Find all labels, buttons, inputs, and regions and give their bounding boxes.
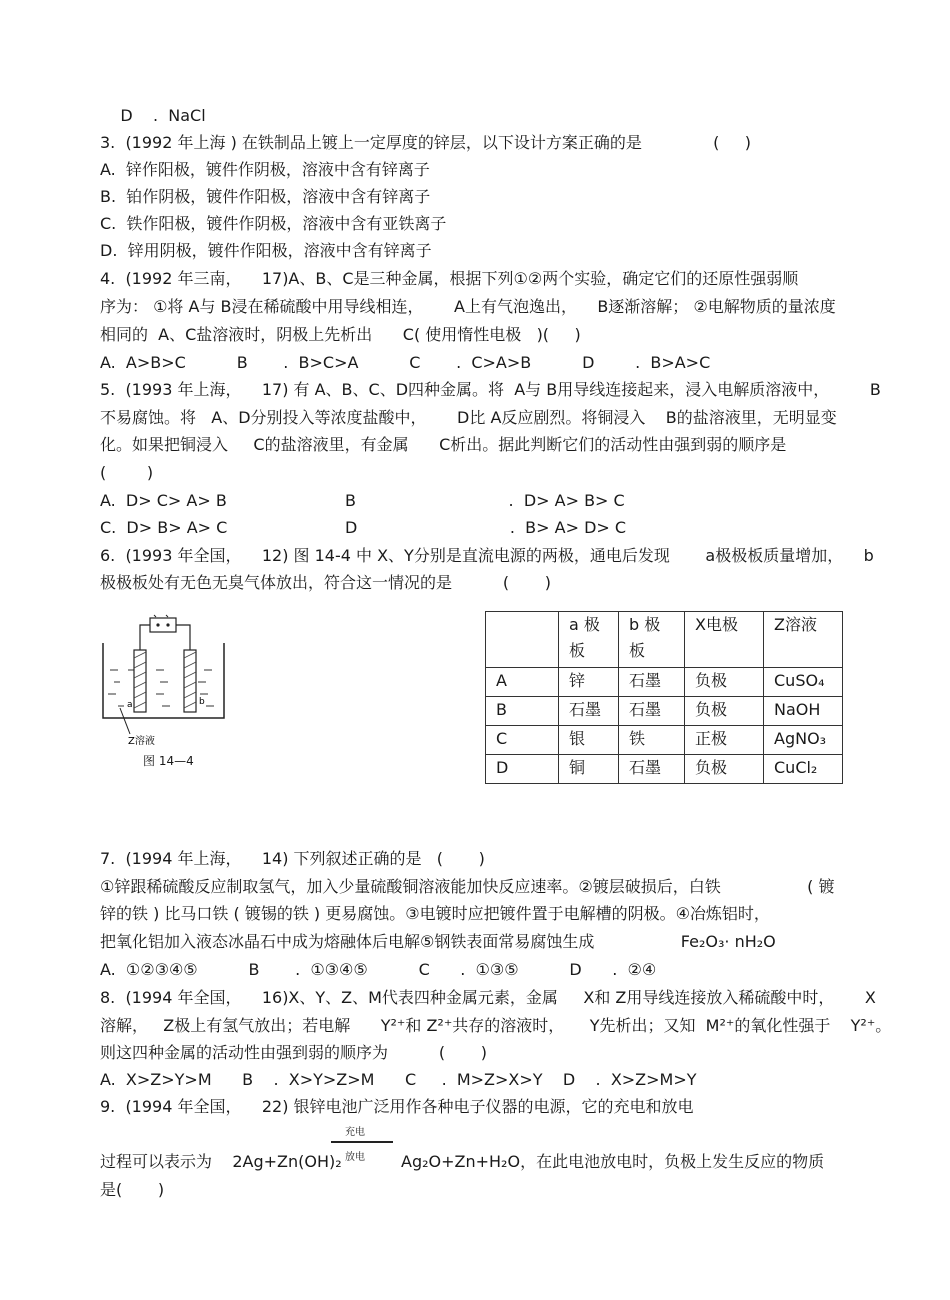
q3-option-a: A. 锌作阳极，镀件作阴极，溶液中含有锌离子 — [100, 160, 430, 179]
table-header-cell: b 极 板 — [619, 612, 685, 668]
electrolysis-figure — [100, 608, 230, 768]
table-cell: 铜 — [559, 755, 619, 784]
table-cell: 石墨 — [619, 755, 685, 784]
table-cell: 石墨 — [559, 697, 619, 726]
table-cell: CuCl₂ — [764, 755, 843, 784]
q5-option-d: D . B> A> D> C — [345, 518, 627, 537]
q9-blank: 是( ) — [100, 1180, 165, 1199]
table-cell: 银 — [559, 726, 619, 755]
discharge-label: 放电 — [345, 1152, 365, 1163]
table-cell: A — [486, 668, 559, 697]
table-cell: 铁 — [619, 726, 685, 755]
table-row — [486, 697, 843, 726]
q6-stem-2: 极极板处有无色无臭气体放出，符合这一情况的是 ( ) — [100, 573, 551, 592]
q5-option-c: C. D> B> A> C — [100, 518, 228, 537]
q8-stem-2: 溶解， Z极上有氢气放出；若电解 Y²⁺和 Z²⁺共存的溶液时， Y先析出；又知 M²⁺的氧化性强于 Y²⁺。 — [100, 1016, 892, 1035]
q8-stem-3: 则这四种金属的活动性由强到弱的顺序为 ( ) — [100, 1043, 487, 1062]
electrode-b-label: b — [199, 697, 205, 707]
q4-stem-1: 4. (1992 年三南， 17)A、B、C是三种金属，根据下列①②两个实验，确定它们的还原性强弱顺 — [100, 269, 799, 288]
table-cell: 负极 — [685, 668, 764, 697]
table-header-cell: a 极 板 — [559, 612, 619, 668]
q8-options: A. X>Z>Y>M B . X>Y>Z>M C . M>Z>X>Y D . X>Z>M>Y — [100, 1070, 697, 1089]
q5-stem-3: 化。如果把铜浸入 C的盐溶液里，有金属 C析出。据此判断它们的活动性由强到弱的顺序是 — [100, 435, 787, 454]
options-table — [485, 611, 843, 784]
table-row — [486, 668, 843, 697]
q4-stem-3: 相同的 A、C盐溶液时，阴极上先析出 C( 使用惰性电极 )( ) — [100, 325, 581, 344]
table-cell: D — [486, 755, 559, 784]
q4-stem-2: 序为： ①将 A与 B浸在稀硫酸中用导线相连， A上有气泡逸出， B逐渐溶解； ②电解物质的量浓度 — [100, 297, 836, 316]
table-header-cell: Z溶液 — [764, 612, 843, 668]
q3-option-c: C. 铁作阳极，镀件作阴极，溶液中含有亚铁离子 — [100, 214, 447, 233]
table-cell: 石墨 — [619, 668, 685, 697]
power-supply-box — [150, 618, 176, 632]
q3-option-b: B. 铂作阴极，镀件作阳极，溶液中含有锌离子 — [100, 187, 431, 206]
q7-body-2: 锌的铁 ) 比马口铁 ( 镀锡的铁 ) 更易腐蚀。③电镀时应把镀件置于电解槽的阴极。④冶炼铝时， — [100, 904, 770, 923]
reaction-arrow — [331, 1141, 393, 1143]
line-d-nacl: D . NaCl — [100, 106, 206, 125]
q7-body-1: ①锌跟稀硫酸反应制取氢气，加入少量硫酸铜溶液能加快反应速率。②镀层破损后，白铁 ( 镀 — [100, 877, 835, 896]
q5-option-a: A. D> C> A> B — [100, 491, 227, 510]
table-header-cell: X电极 — [685, 612, 764, 668]
q6-stem-1: 6. (1993 年全国， 12) 图 14-4 中 X、Y分别是直流电源的两极，通电后发现 a极极板质量增加， b — [100, 546, 874, 565]
table-cell: AgNO₃ — [764, 726, 843, 755]
beaker — [103, 643, 224, 718]
table-cell: C — [486, 726, 559, 755]
table-cell: 负极 — [685, 697, 764, 726]
q7-options: A. ①②③④⑤ B . ①③④⑤ C . ①③⑤ D . ②④ — [100, 960, 657, 979]
q3-option-d: D. 锌用阴极，镀件作阳极，溶液中含有锌离子 — [100, 241, 432, 260]
table-row — [486, 755, 843, 784]
q4-options: A. A>B>C B . B>C>A C . C>A>B D . B>A>C — [100, 353, 711, 372]
q7-stem: 7. (1994 年上海， 14) 下列叙述正确的是 ( ) — [100, 849, 485, 868]
q5-stem-1: 5. (1993 年上海， 17) 有 A、B、C、D四种金属。将 A与 B用导线连接起来，浸入电解质溶液中， B — [100, 380, 881, 399]
table-cell: 正极 — [685, 726, 764, 755]
q5-stem-2: 不易腐蚀。将 A、D分别投入等浓度盐酸中， D比 A反应剧烈。将铜浸入 B的盐溶液里，无明显变 — [100, 408, 837, 427]
electrode-a-label: a — [127, 700, 133, 710]
solution-label: Z溶液 — [128, 736, 155, 747]
q9-equation-right: Ag₂O+Zn+H₂O，在此电池放电时，负极上发生反应的物质 — [401, 1152, 825, 1171]
q7-body-3: 把氧化铝加入液态冰晶石中成为熔融体后电解⑤钢铁表面常易腐蚀生成 Fe₂O₃· nH₂O — [100, 932, 776, 951]
q5-blank: ( ) — [100, 463, 154, 482]
q5-option-b: B . D> A> B> C — [345, 491, 625, 510]
table-cell: 负极 — [685, 755, 764, 784]
q9-stem-1: 9. (1994 年全国， 22) 银锌电池广泛用作各种电子仪器的电源，它的充电和放电 — [100, 1097, 694, 1116]
table-cell: 石墨 — [619, 697, 685, 726]
table-cell: B — [486, 697, 559, 726]
table-row — [486, 726, 843, 755]
table-cell: NaOH — [764, 697, 843, 726]
table-cell: CuSO₄ — [764, 668, 843, 697]
table-cell: 锌 — [559, 668, 619, 697]
table-header-cell — [486, 612, 559, 668]
q8-stem-1: 8. (1994 年全国， 16)X、Y、Z、M代表四种金属元素，金属 X和 Z用导线连接放入稀硫酸中时， X — [100, 988, 876, 1007]
table-header-row — [486, 612, 843, 668]
q9-equation-left: 过程可以表示为 2Ag+Zn(OH)₂ — [100, 1152, 342, 1171]
charge-label: 充电 — [345, 1127, 365, 1138]
figure-caption: 图 14—4 — [143, 754, 194, 768]
q3-stem: 3. (1992 年上海 ) 在铁制品上镀上一定厚度的锌层，以下设计方案正确的是 ( ) — [100, 133, 752, 152]
